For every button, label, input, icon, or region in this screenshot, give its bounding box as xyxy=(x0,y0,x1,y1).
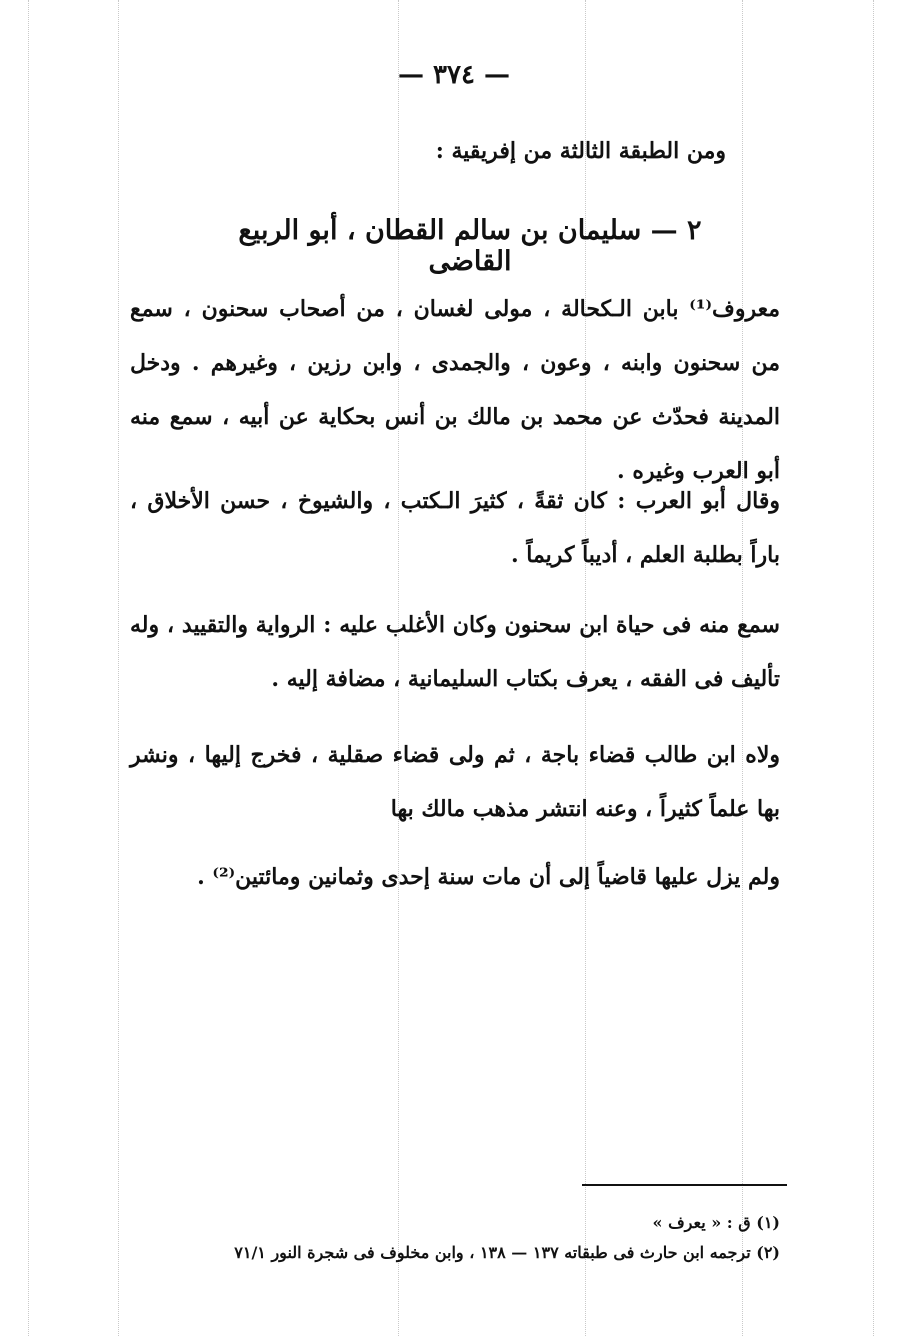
footnote-rule xyxy=(582,1184,787,1186)
paragraph: معروف⁽¹⁾ بابن الـكحالة ، مولى لغسان ، من أصحاب سحنون ، سمع من سحنون وابنه ، وعون ، والجمدى ، وابن رزين ، وغيرهم . ودخل المدينة فحدّث عن محمد بن مالك بن أنس بحكاية عن أبيه ، سمع منه أبو العرب وغيره . xyxy=(130,296,780,484)
entry-title: ٢ — سليمان بن سالم القطان ، أبو الربيع القاضى xyxy=(238,215,702,277)
paragraph: وقال أبو العرب : كان ثقةً ، كثيرَ الـكتب ، والشيوخ ، حسن الأخلاق ، باراً بطلبة العلم ، أديباً كريماً . xyxy=(130,488,780,568)
paragraph: ولم يزل عليها قاضياً إلى أن مات سنة إحدى وثمانين ومائتين⁽²⁾ . xyxy=(197,864,780,890)
page-number: — ٣٧٤ — xyxy=(397,60,511,90)
footnote: (١) ق : « يعرف » xyxy=(652,1213,780,1232)
paragraph: ولاه ابن طالب قضاء باجة ، ثم ولى قضاء صقلية ، فخرج إليها ، ونشر بها علماً كثيراً ، وعنه انتشر مذهب مالك بها xyxy=(130,742,780,822)
section-heading: ومن الطبقة الثالثة من إفريقية : xyxy=(435,138,726,164)
paragraph: سمع منه فى حياة ابن سحنون وكان الأغلب عليه : الرواية والتقييد ، وله تأليف فى الفقه ، يعرف بكتاب السليمانية ، مضافة إليه . xyxy=(130,612,780,692)
footnote: (٢) ترجمه ابن حارث فى طبقاته ١٣٧ — ١٣٨ ، وابن مخلوف فى شجرة النور ٧١/١ xyxy=(234,1243,780,1262)
